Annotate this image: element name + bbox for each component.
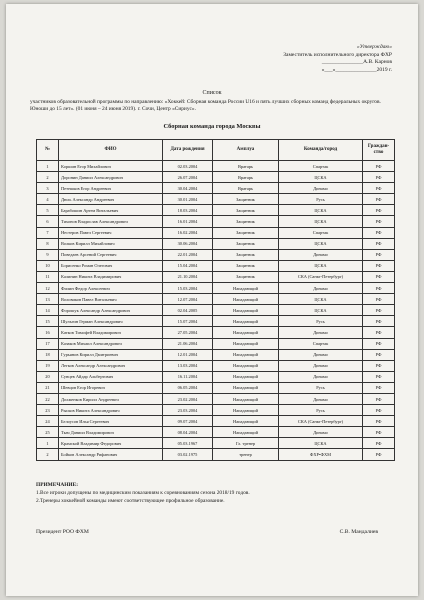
cell-name: Гурьянов Кирилл Дмитриевич <box>59 349 163 360</box>
cell-name: Филин Федор Алексеевич <box>59 283 163 294</box>
cell-number: 2 <box>37 449 59 460</box>
cell-team: Динамо <box>279 371 363 382</box>
table-row <box>37 194 395 205</box>
cell-birthdate: 23.03.2004 <box>163 405 213 416</box>
cell-birthdate: 30.01.2004 <box>163 194 213 205</box>
table-row <box>37 216 395 227</box>
table-row <box>37 360 395 371</box>
roster-table <box>36 139 395 461</box>
cell-team: ФХР•ФХМ <box>279 449 363 460</box>
cell-position: Нападающий <box>213 327 279 338</box>
cell-citizenship: РФ <box>363 360 395 371</box>
cell-citizenship: РФ <box>363 260 395 271</box>
cell-name: Казаков Михаил Александрович <box>59 338 163 349</box>
cell-position: Нападающий <box>213 416 279 427</box>
cell-citizenship: РФ <box>363 227 395 238</box>
cell-name: Шульгин Герман Александрович <box>59 316 163 327</box>
cell-team: Русь <box>279 405 363 416</box>
cell-name: Ткач Даниил Владимирович <box>59 427 163 438</box>
cell-birthdate: 12.07.2004 <box>163 294 213 305</box>
cell-name: Крамской Владимир Федорович <box>59 438 163 449</box>
cell-position: Вратарь <box>213 183 279 194</box>
cell-position: Гл. тренер <box>213 438 279 449</box>
cell-position: Защитник <box>213 216 279 227</box>
cell-number: 7 <box>37 227 59 238</box>
cell-team: ЦСКА <box>279 238 363 249</box>
cell-team: ЦСКА <box>279 205 363 216</box>
cell-citizenship: РФ <box>363 172 395 183</box>
cell-birthdate: 15.07.2004 <box>163 316 213 327</box>
cell-birthdate: 21.10.2004 <box>163 271 213 282</box>
notes-title: ПРИМЕЧАНИЕ: <box>36 482 78 488</box>
table-row <box>37 438 395 449</box>
cell-position: Нападающий <box>213 371 279 382</box>
table-row <box>37 371 395 382</box>
cell-name: Воловиков Павел Витальевич <box>59 294 163 305</box>
cell-name: Сунцев Айдар Альбертович <box>59 371 163 382</box>
note-item: 2.Тренеры хоккейной команды имеют соответствующее профильное образование. <box>36 498 225 504</box>
note-item: 1.Все игроки допущены по медицинским показаниям к соревнованиям сезона 2018/19 годов. <box>36 490 250 496</box>
cell-citizenship: РФ <box>363 416 395 427</box>
cell-name: Нестеров Павел Сергеевич <box>59 227 163 238</box>
cell-birthdate: 22.01.2004 <box>163 249 213 260</box>
cell-team: ЦСКА <box>279 294 363 305</box>
cell-number: 4 <box>37 194 59 205</box>
cell-number: 19 <box>37 360 59 371</box>
table-row <box>37 294 395 305</box>
team-heading: Сборная команда города Москвы <box>163 123 261 130</box>
cell-team: СКА (Санкт-Петербург) <box>279 271 363 282</box>
cell-birthdate: 21.06.2004 <box>163 338 213 349</box>
cell-team: Динамо <box>279 427 363 438</box>
cell-name: Легков Александр Александрович <box>59 360 163 371</box>
cell-position: Защитник <box>213 238 279 249</box>
cell-position: Нападающий <box>213 338 279 349</box>
table-row <box>37 249 395 260</box>
cell-team: Динамо <box>279 249 363 260</box>
cell-number: 9 <box>37 249 59 260</box>
table-row <box>37 238 395 249</box>
cell-position: Нападающий <box>213 305 279 316</box>
approval-signature-line: _______________А.В. Карнов <box>321 59 392 66</box>
cell-name: Форошук Александр Александрович <box>59 305 163 316</box>
cell-birthdate: 02.03.2004 <box>163 161 213 172</box>
cell-birthdate: 18.03.2004 <box>163 205 213 216</box>
cell-number: 23 <box>37 405 59 416</box>
cell-position: Нападающий <box>213 349 279 360</box>
cell-citizenship: РФ <box>363 449 395 460</box>
table-row <box>37 161 395 172</box>
approval-title: «Утверждаю» <box>356 44 392 50</box>
cell-citizenship: РФ <box>363 205 395 216</box>
cell-number: 6 <box>37 216 59 227</box>
cell-position: Нападающий <box>213 405 279 416</box>
document-intro: участников образовательной программы по направлению: «Хоккей: Сборная команда России U16 и пять лучших сборных команд федеральных округов. Юноши до 15 лет». (01 июня – 24 июня 2019). г. Сочи, Центр «Сириус». <box>30 99 381 112</box>
cell-position: Защитник <box>213 194 279 205</box>
cell-name: Петешков Егор Андреевич <box>59 183 163 194</box>
cell-citizenship: РФ <box>363 305 395 316</box>
cell-position: Нападающий <box>213 316 279 327</box>
cell-number: 20 <box>37 371 59 382</box>
table-row <box>37 449 395 460</box>
cell-citizenship: РФ <box>363 216 395 227</box>
cell-number: 5 <box>37 205 59 216</box>
table-row <box>37 338 395 349</box>
cell-birthdate: 13.03.2004 <box>163 360 213 371</box>
cell-number: 3 <box>37 183 59 194</box>
cell-name: Тихонов Владислав Александрович <box>59 216 163 227</box>
cell-number: 17 <box>37 338 59 349</box>
cell-team: ЦСКА <box>279 216 363 227</box>
cell-citizenship: РФ <box>363 371 395 382</box>
cell-birthdate: 16.02.2004 <box>163 227 213 238</box>
cell-citizenship: РФ <box>363 316 395 327</box>
cell-citizenship: РФ <box>363 427 395 438</box>
cell-number: 25 <box>37 427 59 438</box>
cell-number: 1 <box>37 438 59 449</box>
cell-citizenship: РФ <box>363 271 395 282</box>
cell-name: Бойков Александр Рифанович <box>59 449 163 460</box>
cell-number: 24 <box>37 416 59 427</box>
cell-birthdate: 05.03.1967 <box>163 438 213 449</box>
cell-position: Нападающий <box>213 294 279 305</box>
cell-number: 22 <box>37 393 59 404</box>
cell-position: Нападающий <box>213 427 279 438</box>
table-row <box>37 416 395 427</box>
cell-birthdate: 02.04.2005 <box>163 305 213 316</box>
approval-position: Заместитель исполнительного директора ФХР <box>283 51 392 58</box>
cell-team: Динамо <box>279 183 363 194</box>
cell-number: 11 <box>37 271 59 282</box>
cell-team: Спартак <box>279 227 363 238</box>
approval-block <box>283 44 392 74</box>
table-row <box>37 283 395 294</box>
cell-position: Защитник <box>213 260 279 271</box>
cell-team: ЦСКА <box>279 172 363 183</box>
cell-birthdate: 16.01.2004 <box>163 216 213 227</box>
cell-team: ЦСКА <box>279 438 363 449</box>
cell-position: Защитник <box>213 205 279 216</box>
header-citizenship: Граждан-ство <box>363 140 395 161</box>
footer-signatory-title: Президент РОО ФХМ <box>36 529 89 535</box>
cell-team: Русь <box>279 194 363 205</box>
cell-birthdate: 30.06.2004 <box>163 238 213 249</box>
cell-birthdate: 15.03.2004 <box>163 283 213 294</box>
cell-citizenship: РФ <box>363 382 395 393</box>
table-row <box>37 172 395 183</box>
cell-birthdate: 06.05.2004 <box>163 382 213 393</box>
cell-name: Дюль Александр Андреевич <box>59 194 163 205</box>
cell-team: Динамо <box>279 283 363 294</box>
cell-number: 8 <box>37 238 59 249</box>
cell-citizenship: РФ <box>363 338 395 349</box>
cell-team: СКА (Санкт-Петербург) <box>279 416 363 427</box>
cell-birthdate: 03.02.1975 <box>163 449 213 460</box>
table-row <box>37 405 395 416</box>
roster-body <box>37 161 395 461</box>
cell-team: Динамо <box>279 360 363 371</box>
cell-citizenship: РФ <box>363 161 395 172</box>
cell-number: 18 <box>37 349 59 360</box>
table-row <box>37 382 395 393</box>
cell-name: Доронин Даниил Александрович <box>59 172 163 183</box>
cell-citizenship: РФ <box>363 349 395 360</box>
cell-position: Нападающий <box>213 360 279 371</box>
header-number: № <box>37 140 59 161</box>
cell-number: 21 <box>37 382 59 393</box>
cell-number: 10 <box>37 260 59 271</box>
cell-team: Спартак <box>279 161 363 172</box>
cell-citizenship: РФ <box>363 438 395 449</box>
cell-citizenship: РФ <box>363 327 395 338</box>
cell-birthdate: 12.01.2004 <box>163 349 213 360</box>
cell-number: 1 <box>37 161 59 172</box>
document-page <box>6 4 418 596</box>
cell-number: 13 <box>37 294 59 305</box>
cell-citizenship: РФ <box>363 194 395 205</box>
cell-name: Барабошин Артем Витальевич <box>59 205 163 216</box>
cell-team: ЦСКА <box>279 305 363 316</box>
table-row <box>37 427 395 438</box>
cell-position: Вратарь <box>213 161 279 172</box>
cell-name: Коршин Егор Михайлович <box>59 161 163 172</box>
cell-name: Белоусов Илья Сергеевич <box>59 416 163 427</box>
header-birthdate: Дата рождения <box>163 140 213 161</box>
table-row <box>37 393 395 404</box>
cell-name: Калинин Никита Владимирович <box>59 271 163 282</box>
cell-citizenship: РФ <box>363 405 395 416</box>
cell-birthdate: 27.05.2004 <box>163 327 213 338</box>
cell-name: Поведаев Арсений Сергеевич <box>59 249 163 260</box>
cell-position: Нападающий <box>213 283 279 294</box>
cell-birthdate: 30.04.2004 <box>163 183 213 194</box>
cell-team: Русь <box>279 316 363 327</box>
table-row <box>37 271 395 282</box>
table-row <box>37 227 395 238</box>
table-row <box>37 305 395 316</box>
cell-position: Защитник <box>213 249 279 260</box>
cell-citizenship: РФ <box>363 238 395 249</box>
cell-team: Динамо <box>279 327 363 338</box>
cell-citizenship: РФ <box>363 249 395 260</box>
cell-citizenship: РФ <box>363 393 395 404</box>
table-row <box>37 316 395 327</box>
cell-name: Борисенко Роман Олегович <box>59 260 163 271</box>
cell-birthdate: 16.11.2004 <box>163 371 213 382</box>
cell-number: 14 <box>37 305 59 316</box>
cell-number: 15 <box>37 316 59 327</box>
cell-position: Защитник <box>213 227 279 238</box>
table-header-row <box>37 140 395 161</box>
cell-position: Нападающий <box>213 382 279 393</box>
header-name: ФИО <box>59 140 163 161</box>
cell-position: Нападающий <box>213 393 279 404</box>
cell-name: Долженков Кирилл Андреевич <box>59 393 163 404</box>
cell-birthdate: 08.04.2004 <box>163 427 213 438</box>
table-row <box>37 327 395 338</box>
cell-team: Спартак <box>279 338 363 349</box>
cell-number: 2 <box>37 172 59 183</box>
cell-name: Шевцов Егор Игоревич <box>59 382 163 393</box>
cell-birthdate: 15.04.2004 <box>163 260 213 271</box>
cell-position: тренер <box>213 449 279 460</box>
cell-birthdate: 23.02.2004 <box>163 393 213 404</box>
cell-team: Динамо <box>279 349 363 360</box>
cell-number: 12 <box>37 283 59 294</box>
cell-team: Динамо <box>279 393 363 404</box>
header-position: Амплуа <box>213 140 279 161</box>
cell-position: Защитник <box>213 271 279 282</box>
table-row <box>37 260 395 271</box>
notes-block <box>36 481 250 505</box>
table-row <box>37 349 395 360</box>
cell-position: Вратарь <box>213 172 279 183</box>
cell-name: Рысков Никита Александрович <box>59 405 163 416</box>
cell-name: Волков Кирилл Михайлович <box>59 238 163 249</box>
cell-name: Катков Тимофей Владимирович <box>59 327 163 338</box>
cell-birthdate: 09.07.2004 <box>163 416 213 427</box>
cell-number: 16 <box>37 327 59 338</box>
document-title: Список <box>202 90 222 96</box>
cell-birthdate: 26.07.2004 <box>163 172 213 183</box>
table-row <box>37 183 395 194</box>
cell-citizenship: РФ <box>363 183 395 194</box>
cell-team: ЦСКА <box>279 260 363 271</box>
cell-team: Русь <box>279 382 363 393</box>
footer-signatory-name: С.В. Мандалиев <box>339 529 378 535</box>
header-team: Команда/город <box>279 140 363 161</box>
cell-citizenship: РФ <box>363 283 395 294</box>
cell-citizenship: РФ <box>363 294 395 305</box>
approval-date-line: «___»_______________2019 г. <box>321 66 392 73</box>
table-row <box>37 205 395 216</box>
